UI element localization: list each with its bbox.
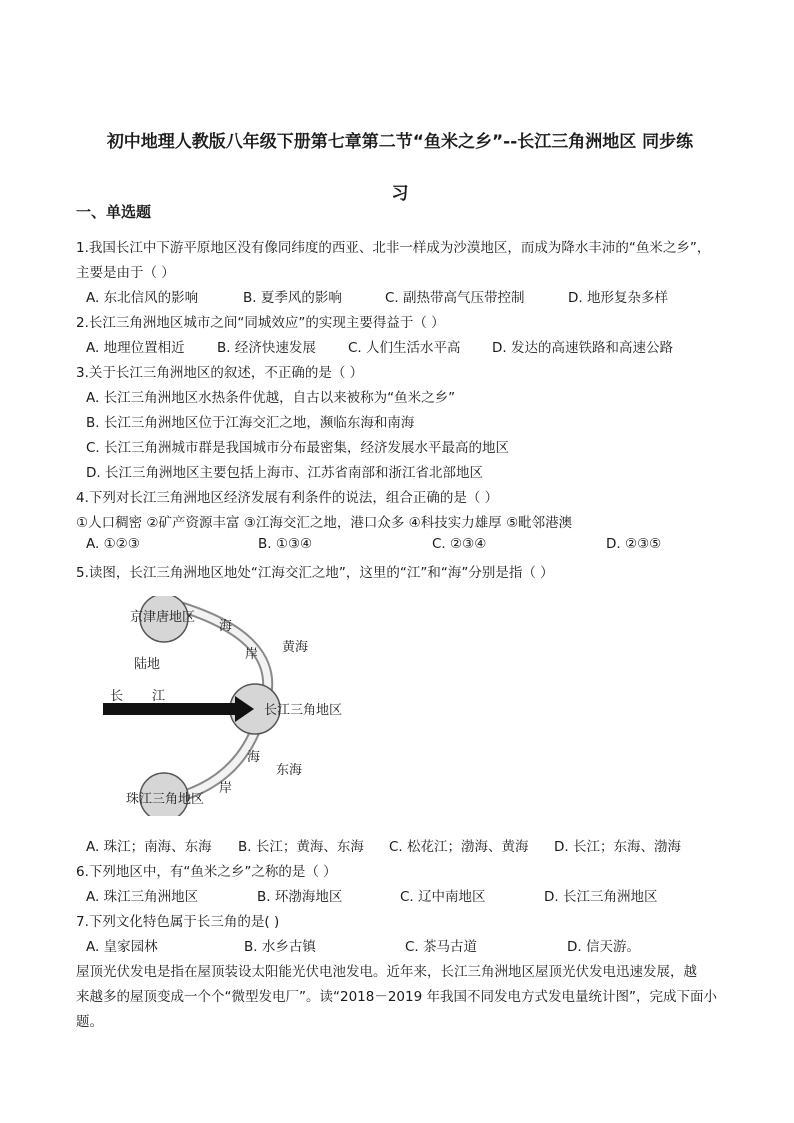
yangtze-arrow-shaft [103,703,239,715]
coast-char-hai-1: 海 [219,619,233,634]
question-5-stem: 5.读图，长江三角洲地区地处“江海交汇之地”，这里的“江”和“海”分别是指（ ） [76,565,554,581]
passage-line-3: 题。 [76,1014,103,1030]
question-1-stem-line-1: 1.我国长江中下游平原地区没有像同纬度的西亚、北非一样成为沙漠地区，而成为降水丰沛的“鱼米之乡”， [76,240,711,256]
question-3-option-c[interactable]: C. 长江三角洲城市群是我国城市分布最密集，经济发展水平最高的地区 [86,440,510,456]
map-figure [92,596,362,816]
page-title-line-1: 初中地理人教版八年级下册第七章第二节“鱼米之乡”--长江三角洲地区 同步练 [106,132,694,152]
question-4-conditions: ①人口稠密 ②矿产资源丰富 ③江海交汇之地，港口众多 ④科技实力雄厚 ⑤毗邻港澳 [76,515,573,531]
coast-char-hai-2: 海 [247,750,261,765]
label-zhujiang-delta: 珠江三角地区 [126,792,205,807]
question-2-option-a[interactable]: A. 地理位置相近 [86,340,185,356]
question-7-stem: 7.下列文化特色属于长三角的是( ) [76,914,280,930]
question-4-option-b[interactable]: B. ①③④ [258,536,313,552]
question-5-option-a[interactable]: A. 珠江；南海、东海 [86,839,212,855]
question-3-stem: 3.关于长江三角洲地区的叙述，不正确的是（ ） [76,365,364,381]
question-4-option-a[interactable]: A. ①②③ [86,536,140,552]
label-land: 陆地 [134,657,161,672]
label-changjiang-delta: 长江三角地区 [264,703,343,718]
passage-line-2: 来越多的屋顶变成一个个“微型发电厂”。读“2018－2019 年我国不同发电方式发电量统计图”，完成下面小 [76,989,717,1005]
section-heading: 一、单选题 [76,203,152,221]
question-6-option-d[interactable]: D. 长江三角洲地区 [544,889,658,905]
question-2-option-d[interactable]: D. 发达的高速铁路和高速公路 [492,340,673,356]
question-4-stem: 4.下列对长江三角洲地区经济发展有利条件的说法，组合正确的是（ ） [76,490,499,506]
question-4-option-d[interactable]: D. ②③⑤ [606,536,662,552]
question-5-option-d[interactable]: D. 长江；东海、渤海 [554,839,681,855]
question-6-option-c[interactable]: C. 辽中南地区 [400,889,486,905]
page-title [70,116,730,220]
question-5-option-b[interactable]: B. 长江；黄海、东海 [238,839,364,855]
label-river-jiang: 江 [152,689,166,704]
question-2-stem: 2.长江三角洲地区城市之间“同城效应”的实现主要得益于（ ） [76,315,445,331]
passage-line-1: 屋顶光伏发电是指在屋顶装设太阳能光伏电池发电。近年来，长江三角洲地区屋顶光伏发电迅速发展，越 [76,964,697,980]
question-3-option-d[interactable]: D. 长江三角洲地区主要包括上海市、江苏省南部和浙江省北部地区 [86,465,483,481]
question-7-option-d[interactable]: D. 信天游。 [567,939,640,955]
question-2-option-c[interactable]: C. 人们生活水平高 [348,340,461,356]
question-1-option-d[interactable]: D. 地形复杂多样 [568,290,668,306]
question-5-option-c[interactable]: C. 松花江；渤海、黄海 [389,839,529,855]
label-yellow-sea: 黄海 [282,640,309,655]
coast-char-an-1: 岸 [245,647,259,662]
label-jingjintang: 京津唐地区 [130,610,196,625]
coast-char-an-2: 岸 [219,781,233,796]
question-2-option-b[interactable]: B. 经济快速发展 [217,340,316,356]
question-4-option-c[interactable]: C. ②③④ [432,536,487,552]
reading-passage [76,960,726,1035]
question-1-option-b[interactable]: B. 夏季风的影响 [243,290,342,306]
question-3-option-a[interactable]: A. 长江三角洲地区水热条件优越，自古以来被称为“鱼米之乡” [86,390,456,406]
label-east-sea: 东海 [276,763,303,778]
page-title-line-2: 习 [391,184,409,204]
question-7-option-c[interactable]: C. 茶马古道 [405,939,478,955]
question-6-option-b[interactable]: B. 环渤海地区 [257,889,343,905]
question-1-stem-line-2: 主要是由于（ ） [76,265,175,281]
question-6-option-a[interactable]: A. 珠江三角洲地区 [86,889,199,905]
question-7-option-a[interactable]: A. 皇家园林 [86,939,158,955]
question-3-option-b[interactable]: B. 长江三角洲地区位于江海交汇之地，濒临东海和南海 [86,415,415,431]
question-6-stem: 6.下列地区中，有“鱼米之乡”之称的是（ ） [76,864,337,880]
question-1-option-c[interactable]: C. 副热带高气压带控制 [385,290,525,306]
question-1-option-a[interactable]: A. 东北信风的影响 [86,290,199,306]
label-river-chang: 长 [110,689,124,704]
question-7-option-b[interactable]: B. 水乡古镇 [244,939,316,955]
